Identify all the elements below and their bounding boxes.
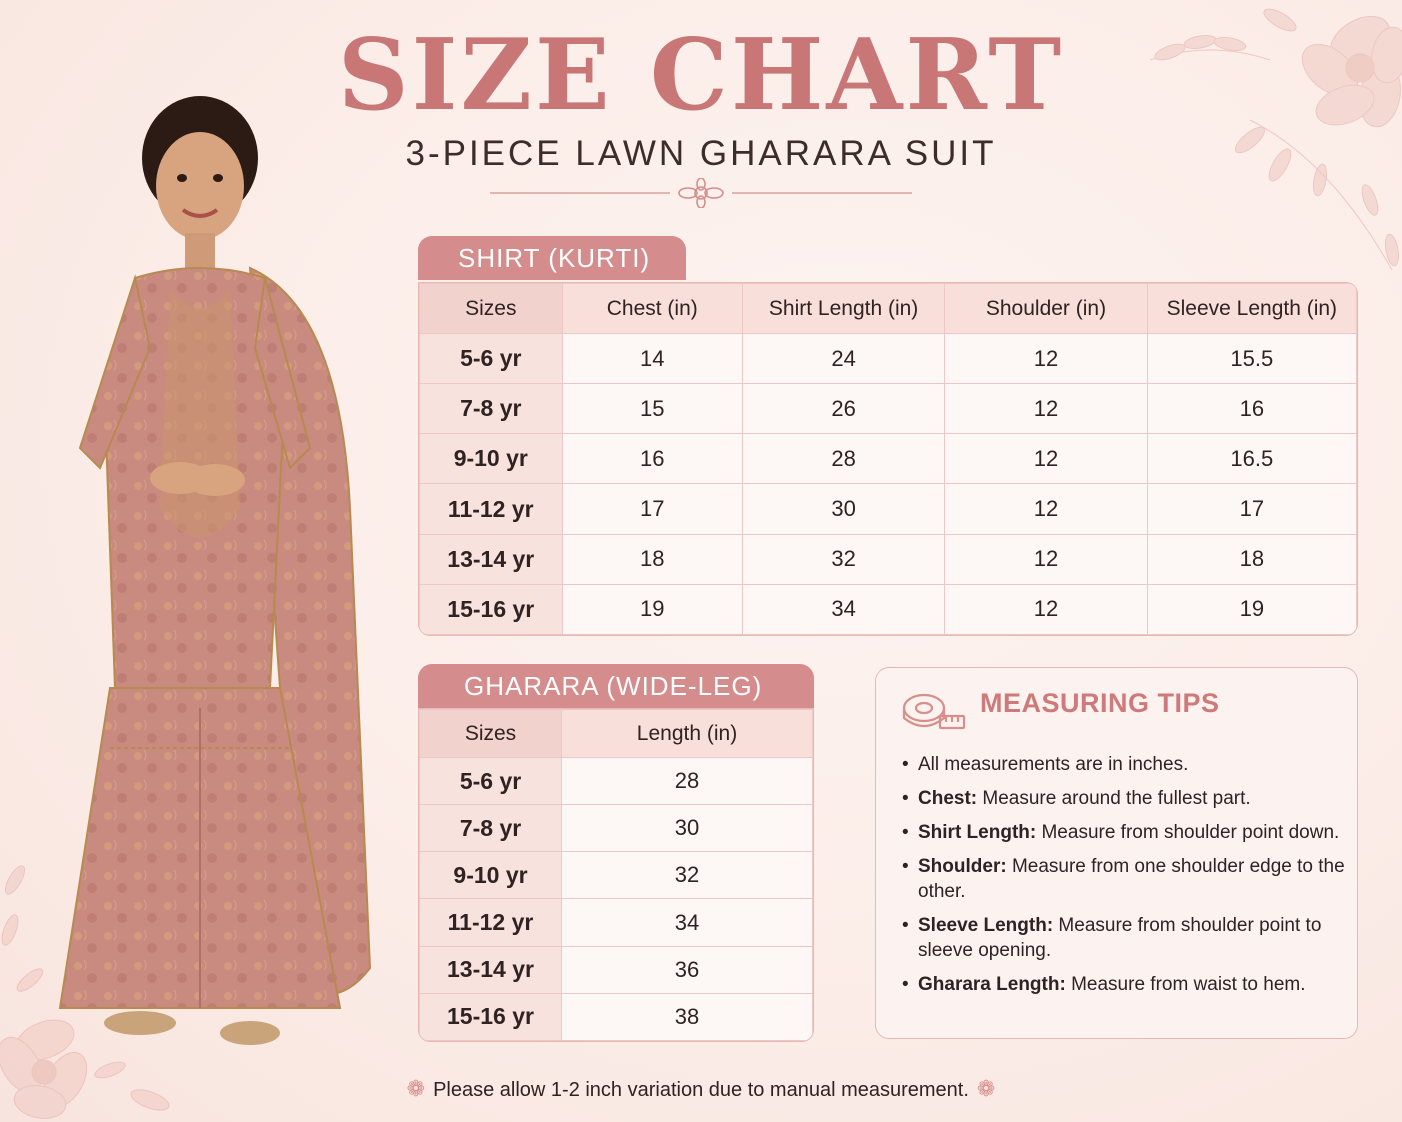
- value-cell: 24: [742, 334, 944, 384]
- value-cell: 14: [562, 334, 742, 384]
- value-cell: 12: [945, 384, 1147, 434]
- tips-list: [902, 752, 1347, 1006]
- measuring-tips-title: MEASURING TIPS: [980, 688, 1220, 718]
- size-cell: 13-14 yr: [420, 534, 563, 584]
- size-cell: 15-16 yr: [420, 993, 562, 1040]
- value-cell: 32: [562, 852, 813, 899]
- tape-measure-icon: [900, 688, 966, 736]
- value-cell: 28: [742, 434, 944, 484]
- value-cell: 12: [945, 484, 1147, 534]
- floral-ornament-icon: [490, 178, 912, 208]
- size-cell: 11-12 yr: [420, 899, 562, 946]
- value-cell: 12: [945, 534, 1147, 584]
- value-cell: 12: [945, 334, 1147, 384]
- column-header: Chest (in): [562, 284, 742, 334]
- value-cell: 30: [742, 484, 944, 534]
- value-cell: 28: [562, 758, 813, 805]
- size-cell: 5-6 yr: [420, 758, 562, 805]
- value-cell: 18: [1147, 534, 1356, 584]
- list-item: • Chest: Measure around the fullest part.: [902, 786, 1347, 811]
- page-title: SIZE CHART: [337, 18, 1065, 133]
- size-cell: 7-8 yr: [420, 805, 562, 852]
- column-header: Length (in): [562, 710, 813, 758]
- footnote: [0, 1076, 1402, 1102]
- table-row: [420, 384, 1357, 434]
- table-row: [420, 584, 1357, 634]
- list-item: • Gharara Length: Measure from waist to hem.: [902, 972, 1347, 997]
- list-item: • Shirt Length: Measure from shoulder point down.: [902, 820, 1347, 845]
- value-cell: 30: [562, 805, 813, 852]
- table-row: [420, 852, 813, 899]
- column-header: Sizes: [420, 710, 562, 758]
- table-row: [420, 434, 1357, 484]
- shirt-size-table: [418, 282, 1358, 636]
- value-cell: 17: [562, 484, 742, 534]
- table-row: [420, 334, 1357, 384]
- value-cell: 15.5: [1147, 334, 1356, 384]
- flower-icon: ❁: [976, 1076, 996, 1101]
- value-cell: 19: [1147, 584, 1356, 634]
- footnote-text: Please allow 1-2 inch variation due to manual measurement.: [433, 1079, 969, 1101]
- value-cell: 34: [562, 899, 813, 946]
- shirt-section-tab: SHIRT (KURTI): [418, 236, 686, 280]
- column-header: Sleeve Length (in): [1147, 284, 1356, 334]
- value-cell: 38: [562, 993, 813, 1040]
- gharara-size-table: [418, 708, 814, 1042]
- value-cell: 15: [562, 384, 742, 434]
- value-cell: 12: [945, 434, 1147, 484]
- list-item: • Sleeve Length: Measure from shoulder point to sleeve opening.: [902, 913, 1347, 963]
- table-row: [420, 758, 813, 805]
- gharara-header-row: [420, 710, 813, 758]
- size-cell: 15-16 yr: [420, 584, 563, 634]
- table-row: [420, 805, 813, 852]
- model-figure: [40, 88, 400, 1058]
- table-row: [420, 946, 813, 993]
- value-cell: 32: [742, 534, 944, 584]
- value-cell: 17: [1147, 484, 1356, 534]
- value-cell: 18: [562, 534, 742, 584]
- value-cell: 19: [562, 584, 742, 634]
- column-header: Sizes: [420, 284, 563, 334]
- gharara-section-tab: GHARARA (WIDE-LEG): [418, 664, 814, 708]
- value-cell: 34: [742, 584, 944, 634]
- value-cell: 16.5: [1147, 434, 1356, 484]
- table-row: [420, 899, 813, 946]
- column-header: Shoulder (in): [945, 284, 1147, 334]
- page-subtitle: 3-PIECE LAWN GHARARA SUIT: [405, 134, 997, 173]
- value-cell: 16: [1147, 384, 1356, 434]
- measuring-tips-box: [875, 667, 1358, 1039]
- size-cell: 5-6 yr: [420, 334, 563, 384]
- table-row: [420, 484, 1357, 534]
- list-item: • Shoulder: Measure from one shoulder edge to the other.: [902, 854, 1347, 904]
- size-cell: 9-10 yr: [420, 852, 562, 899]
- size-cell: 13-14 yr: [420, 946, 562, 993]
- size-cell: 7-8 yr: [420, 384, 563, 434]
- size-cell: 9-10 yr: [420, 434, 563, 484]
- size-cell: 11-12 yr: [420, 484, 563, 534]
- value-cell: 26: [742, 384, 944, 434]
- column-header: Shirt Length (in): [742, 284, 944, 334]
- flower-icon: ❁: [406, 1076, 426, 1101]
- value-cell: 12: [945, 584, 1147, 634]
- value-cell: 36: [562, 946, 813, 993]
- value-cell: 16: [562, 434, 742, 484]
- table-row: [420, 534, 1357, 584]
- list-item: • All measurements are in inches.: [902, 752, 1347, 777]
- shirt-header-row: [420, 284, 1357, 334]
- table-row: [420, 993, 813, 1040]
